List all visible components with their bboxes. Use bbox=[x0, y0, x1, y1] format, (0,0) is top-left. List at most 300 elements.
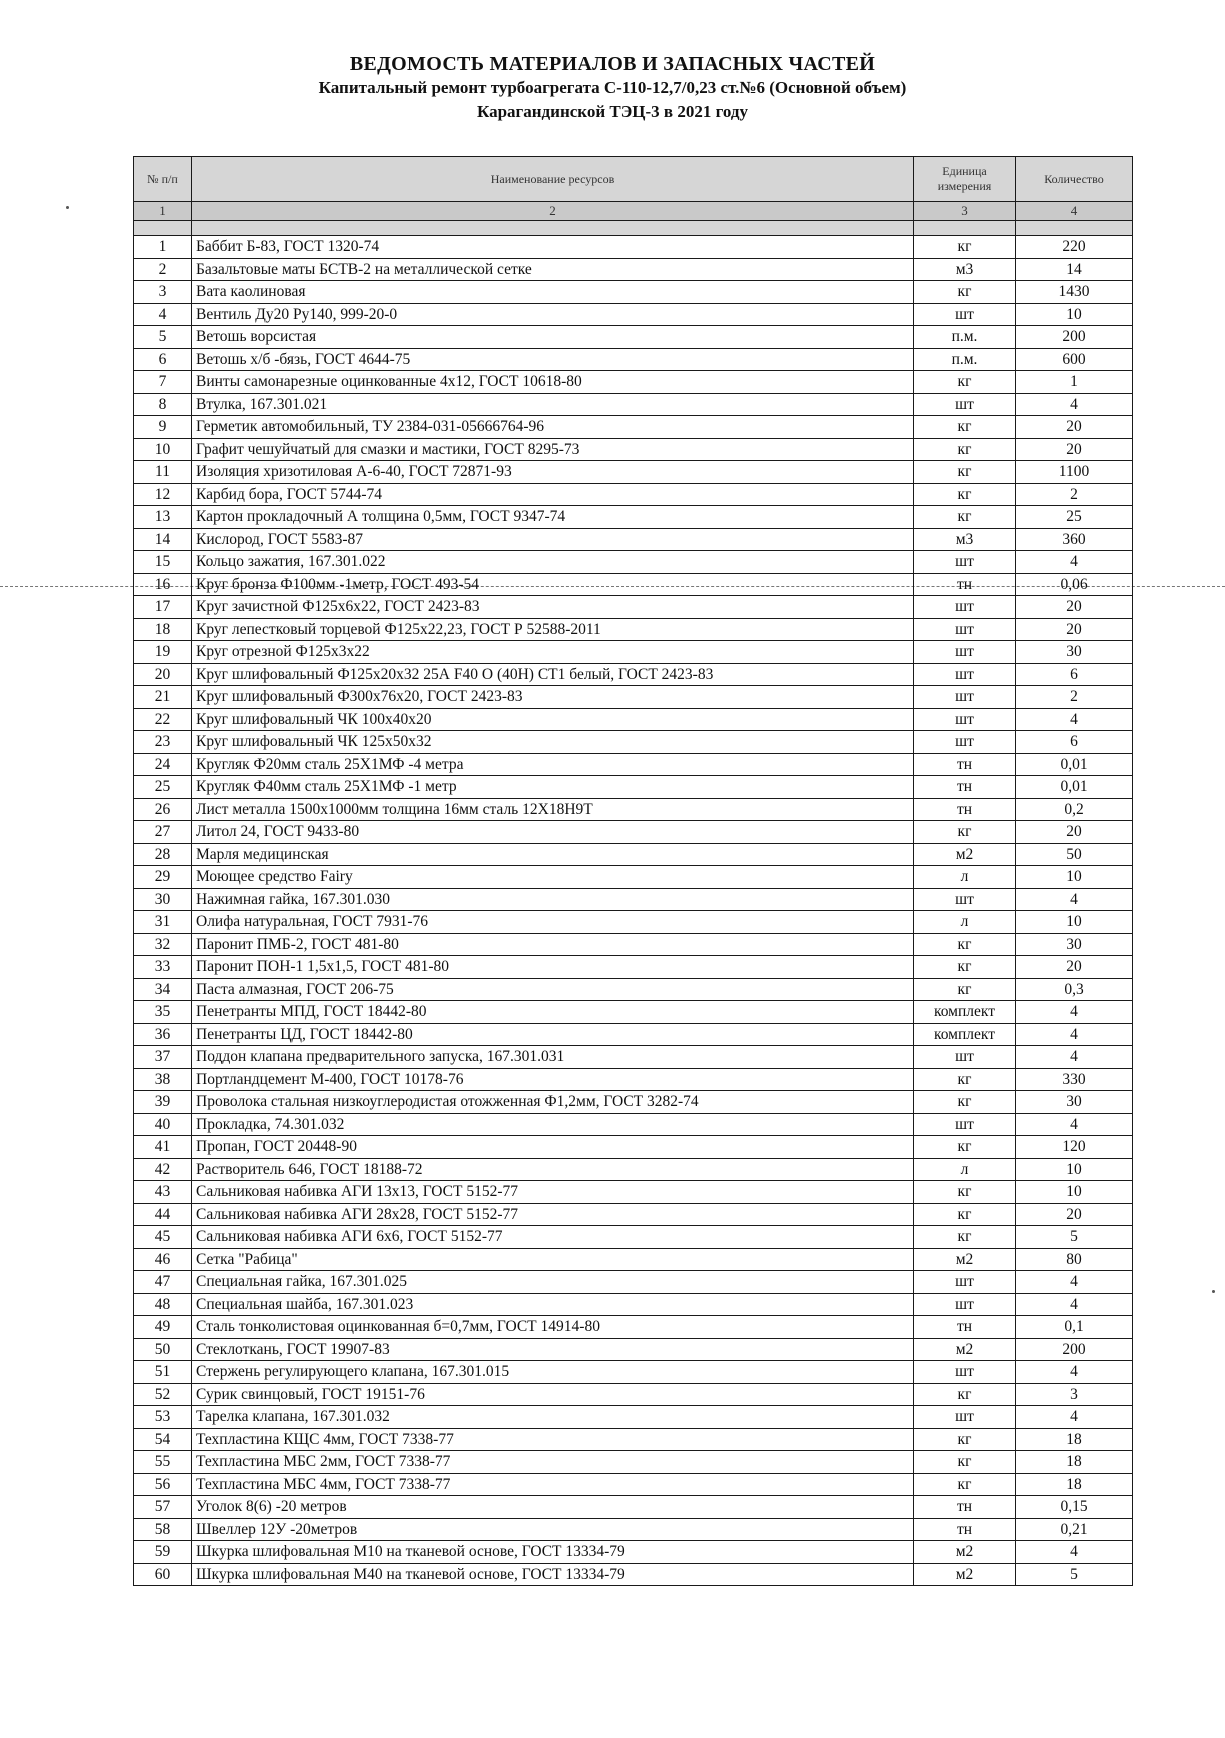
unit-of-measure: кг bbox=[914, 956, 1016, 979]
unit-of-measure: тн bbox=[914, 798, 1016, 821]
quantity: 30 bbox=[1016, 641, 1133, 664]
resource-name: Стержень регулирующего клапана, 167.301.015 bbox=[192, 1361, 914, 1384]
resource-name: Пенетранты МПД, ГОСТ 18442-80 bbox=[192, 1001, 914, 1024]
row-number: 26 bbox=[134, 798, 192, 821]
quantity: 120 bbox=[1016, 1136, 1133, 1159]
table-row bbox=[134, 506, 1133, 529]
resource-name: Марля медицинская bbox=[192, 843, 914, 866]
row-number: 52 bbox=[134, 1383, 192, 1406]
table-row bbox=[134, 1226, 1133, 1249]
unit-of-measure: кг bbox=[914, 1091, 1016, 1114]
unit-of-measure: тн bbox=[914, 776, 1016, 799]
row-number: 47 bbox=[134, 1271, 192, 1294]
unit-of-measure: п.м. bbox=[914, 326, 1016, 349]
row-number: 32 bbox=[134, 933, 192, 956]
table-row bbox=[134, 1091, 1133, 1114]
unit-of-measure: шт bbox=[914, 641, 1016, 664]
resource-name: Сальниковая набивка АГИ 28х28, ГОСТ 5152-77 bbox=[192, 1203, 914, 1226]
resource-name: Шкурка шлифовальная М10 на тканевой основе, ГОСТ 13334-79 bbox=[192, 1541, 914, 1564]
resource-name: Техпластина КЩС 4мм, ГОСТ 7338-77 bbox=[192, 1428, 914, 1451]
unit-of-measure: л bbox=[914, 1158, 1016, 1181]
resource-name: Поддон клапана предварительного запуска, 167.301.031 bbox=[192, 1046, 914, 1069]
unit-of-measure: м2 bbox=[914, 1248, 1016, 1271]
quantity: 4 bbox=[1016, 1113, 1133, 1136]
row-number: 10 bbox=[134, 438, 192, 461]
quantity: 50 bbox=[1016, 843, 1133, 866]
quantity: 20 bbox=[1016, 596, 1133, 619]
row-number: 44 bbox=[134, 1203, 192, 1226]
quantity: 4 bbox=[1016, 1541, 1133, 1564]
unit-of-measure: м2 bbox=[914, 1338, 1016, 1361]
row-number: 23 bbox=[134, 731, 192, 754]
unit-of-measure: кг bbox=[914, 483, 1016, 506]
unit-of-measure: м2 bbox=[914, 1541, 1016, 1564]
unit-of-measure: кг bbox=[914, 821, 1016, 844]
quantity: 80 bbox=[1016, 1248, 1133, 1271]
table-row bbox=[134, 1316, 1133, 1339]
unit-of-measure: шт bbox=[914, 686, 1016, 709]
resource-name: Уголок 8(6) -20 метров bbox=[192, 1496, 914, 1519]
column-number: 4 bbox=[1016, 202, 1133, 221]
unit-of-measure: кг bbox=[914, 438, 1016, 461]
unit-of-measure: л bbox=[914, 911, 1016, 934]
resource-name: Круг шлифовальный ЧК 125х50х32 bbox=[192, 731, 914, 754]
row-number: 18 bbox=[134, 618, 192, 641]
table-row bbox=[134, 438, 1133, 461]
resource-name: Сталь тонколистовая оцинкованная б=0,7мм, ГОСТ 14914-80 bbox=[192, 1316, 914, 1339]
unit-of-measure: тн bbox=[914, 573, 1016, 596]
quantity: 20 bbox=[1016, 416, 1133, 439]
row-number: 8 bbox=[134, 393, 192, 416]
unit-of-measure: шт bbox=[914, 1406, 1016, 1429]
table-row bbox=[134, 416, 1133, 439]
quantity: 0,01 bbox=[1016, 753, 1133, 776]
column-number: 3 bbox=[914, 202, 1016, 221]
quantity: 4 bbox=[1016, 551, 1133, 574]
table-row bbox=[134, 393, 1133, 416]
row-number: 57 bbox=[134, 1496, 192, 1519]
table-row bbox=[134, 1203, 1133, 1226]
resource-name: Круг бронза Ф100мм -1метр, ГОСТ 493-54 bbox=[192, 573, 914, 596]
unit-of-measure: тн bbox=[914, 1496, 1016, 1519]
quantity: 330 bbox=[1016, 1068, 1133, 1091]
unit-of-measure: шт bbox=[914, 663, 1016, 686]
quantity: 6 bbox=[1016, 663, 1133, 686]
table-row bbox=[134, 1158, 1133, 1181]
row-number: 50 bbox=[134, 1338, 192, 1361]
column-number: 1 bbox=[134, 202, 192, 221]
table-row bbox=[134, 1563, 1133, 1586]
resource-name: Кругляк Ф40мм сталь 25Х1МФ -1 метр bbox=[192, 776, 914, 799]
table-row bbox=[134, 843, 1133, 866]
unit-of-measure: кг bbox=[914, 978, 1016, 1001]
unit-of-measure: кг bbox=[914, 1451, 1016, 1474]
quantity: 4 bbox=[1016, 1361, 1133, 1384]
quantity: 30 bbox=[1016, 933, 1133, 956]
quantity: 0,2 bbox=[1016, 798, 1133, 821]
table-row bbox=[134, 1068, 1133, 1091]
resource-name: Сетка "Рабица" bbox=[192, 1248, 914, 1271]
resource-name: Специальная гайка, 167.301.025 bbox=[192, 1271, 914, 1294]
table-row bbox=[134, 933, 1133, 956]
row-number: 59 bbox=[134, 1541, 192, 1564]
row-number: 13 bbox=[134, 506, 192, 529]
resource-name: Втулка, 167.301.021 bbox=[192, 393, 914, 416]
quantity: 1 bbox=[1016, 371, 1133, 394]
resource-name: Круг зачистной Ф125х6х22, ГОСТ 2423-83 bbox=[192, 596, 914, 619]
unit-of-measure: шт bbox=[914, 1271, 1016, 1294]
unit-of-measure: шт bbox=[914, 1113, 1016, 1136]
quantity: 6 bbox=[1016, 731, 1133, 754]
document-subtitle: Капитальный ремонт турбоагрегата С-110-12,7/0,23 ст.№6 (Основной объем) bbox=[318, 78, 907, 97]
unit-of-measure: кг bbox=[914, 1181, 1016, 1204]
table-row bbox=[134, 1361, 1133, 1384]
blank-cell bbox=[192, 221, 914, 236]
resource-name: Круг шлифовальный Ф300х76х20, ГОСТ 2423-83 bbox=[192, 686, 914, 709]
unit-of-measure: шт bbox=[914, 303, 1016, 326]
table-row bbox=[134, 708, 1133, 731]
table-row bbox=[134, 551, 1133, 574]
unit-of-measure: кг bbox=[914, 1136, 1016, 1159]
row-number: 11 bbox=[134, 461, 192, 484]
document-header bbox=[0, 52, 1225, 124]
resource-name: Круг отрезной Ф125х3х22 bbox=[192, 641, 914, 664]
quantity: 14 bbox=[1016, 258, 1133, 281]
unit-of-measure: кг bbox=[914, 933, 1016, 956]
row-number: 6 bbox=[134, 348, 192, 371]
resource-name: Графит чешуйчатый для смазки и мастики, ГОСТ 8295-73 bbox=[192, 438, 914, 461]
resource-name: Стеклоткань, ГОСТ 19907-83 bbox=[192, 1338, 914, 1361]
resource-name: Сальниковая набивка АГИ 13х13, ГОСТ 5152-77 bbox=[192, 1181, 914, 1204]
unit-of-measure: шт bbox=[914, 596, 1016, 619]
quantity: 4 bbox=[1016, 393, 1133, 416]
resource-name: Растворитель 646, ГОСТ 18188-72 bbox=[192, 1158, 914, 1181]
table-row bbox=[134, 1338, 1133, 1361]
quantity: 360 bbox=[1016, 528, 1133, 551]
quantity: 25 bbox=[1016, 506, 1133, 529]
table-row bbox=[134, 888, 1133, 911]
quantity: 4 bbox=[1016, 708, 1133, 731]
table-row bbox=[134, 731, 1133, 754]
quantity: 0,15 bbox=[1016, 1496, 1133, 1519]
resource-name: Кольцо зажатия, 167.301.022 bbox=[192, 551, 914, 574]
unit-of-measure: кг bbox=[914, 236, 1016, 259]
unit-of-measure: шт bbox=[914, 393, 1016, 416]
table-row bbox=[134, 866, 1133, 889]
unit-of-measure: кг bbox=[914, 1226, 1016, 1249]
quantity: 20 bbox=[1016, 1203, 1133, 1226]
row-number: 4 bbox=[134, 303, 192, 326]
row-number: 33 bbox=[134, 956, 192, 979]
header-name: Наименование ресурсов bbox=[192, 157, 914, 202]
resource-name: Лист металла 1500х1000мм толщина 16мм сталь 12Х18Н9Т bbox=[192, 798, 914, 821]
row-number: 42 bbox=[134, 1158, 192, 1181]
row-number: 45 bbox=[134, 1226, 192, 1249]
unit-of-measure: л bbox=[914, 866, 1016, 889]
unit-of-measure: м2 bbox=[914, 1563, 1016, 1586]
unit-of-measure: кг bbox=[914, 1428, 1016, 1451]
document-subtitle-plant: Карагандинской ТЭЦ-3 в 2021 году bbox=[476, 102, 748, 121]
quantity: 20 bbox=[1016, 618, 1133, 641]
header-unit: Единица измерения bbox=[914, 157, 1016, 202]
row-number: 41 bbox=[134, 1136, 192, 1159]
column-number-row bbox=[134, 202, 1133, 221]
table-row bbox=[134, 528, 1133, 551]
row-number: 12 bbox=[134, 483, 192, 506]
resource-name: Сальниковая набивка АГИ 6х6, ГОСТ 5152-77 bbox=[192, 1226, 914, 1249]
resource-name: Пропан, ГОСТ 20448-90 bbox=[192, 1136, 914, 1159]
resource-name: Вентиль Ду20 Ру140, 999-20-0 bbox=[192, 303, 914, 326]
row-number: 2 bbox=[134, 258, 192, 281]
table-row bbox=[134, 753, 1133, 776]
quantity: 0,01 bbox=[1016, 776, 1133, 799]
resource-name: Техпластина МБС 2мм, ГОСТ 7338-77 bbox=[192, 1451, 914, 1474]
header-num: № п/п bbox=[134, 157, 192, 202]
row-number: 27 bbox=[134, 821, 192, 844]
unit-of-measure: кг bbox=[914, 1383, 1016, 1406]
quantity: 4 bbox=[1016, 1001, 1133, 1024]
quantity: 10 bbox=[1016, 866, 1133, 889]
quantity: 4 bbox=[1016, 1406, 1133, 1429]
quantity: 0,1 bbox=[1016, 1316, 1133, 1339]
table-row bbox=[134, 326, 1133, 349]
row-number: 43 bbox=[134, 1181, 192, 1204]
row-number: 58 bbox=[134, 1518, 192, 1541]
resource-name: Пенетранты ЦД, ГОСТ 18442-80 bbox=[192, 1023, 914, 1046]
table-row bbox=[134, 1136, 1133, 1159]
unit-of-measure: шт bbox=[914, 618, 1016, 641]
quantity: 30 bbox=[1016, 1091, 1133, 1114]
table-row bbox=[134, 1181, 1133, 1204]
quantity: 220 bbox=[1016, 236, 1133, 259]
quantity: 4 bbox=[1016, 1023, 1133, 1046]
resource-name: Паста алмазная, ГОСТ 206-75 bbox=[192, 978, 914, 1001]
row-number: 48 bbox=[134, 1293, 192, 1316]
unit-of-measure: тн bbox=[914, 1518, 1016, 1541]
unit-of-measure: шт bbox=[914, 731, 1016, 754]
row-number: 35 bbox=[134, 1001, 192, 1024]
resource-name: Паронит ПМБ-2, ГОСТ 481-80 bbox=[192, 933, 914, 956]
row-number: 37 bbox=[134, 1046, 192, 1069]
unit-of-measure: п.м. bbox=[914, 348, 1016, 371]
table-row bbox=[134, 686, 1133, 709]
blank-cell bbox=[134, 221, 192, 236]
unit-of-measure: тн bbox=[914, 753, 1016, 776]
row-number: 38 bbox=[134, 1068, 192, 1091]
table-row bbox=[134, 1451, 1133, 1474]
unit-of-measure: кг bbox=[914, 1203, 1016, 1226]
row-number: 25 bbox=[134, 776, 192, 799]
resource-name: Ветошь ворсистая bbox=[192, 326, 914, 349]
row-number: 51 bbox=[134, 1361, 192, 1384]
resource-name: Вата каолиновая bbox=[192, 281, 914, 304]
quantity: 20 bbox=[1016, 438, 1133, 461]
table-row bbox=[134, 663, 1133, 686]
resource-name: Моющее средство Fairy bbox=[192, 866, 914, 889]
row-number: 22 bbox=[134, 708, 192, 731]
scan-speck bbox=[66, 206, 69, 209]
quantity: 2 bbox=[1016, 686, 1133, 709]
quantity: 20 bbox=[1016, 821, 1133, 844]
row-number: 17 bbox=[134, 596, 192, 619]
resource-name: Паронит ПОН-1 1,5х1,5, ГОСТ 481-80 bbox=[192, 956, 914, 979]
quantity: 3 bbox=[1016, 1383, 1133, 1406]
resource-name: Ветошь х/б -бязь, ГОСТ 4644-75 bbox=[192, 348, 914, 371]
quantity: 1430 bbox=[1016, 281, 1133, 304]
table-row bbox=[134, 618, 1133, 641]
resource-name: Базальтовые маты БСТВ-2 на металлической сетке bbox=[192, 258, 914, 281]
unit-of-measure: кг bbox=[914, 461, 1016, 484]
unit-of-measure: комплект bbox=[914, 1023, 1016, 1046]
quantity: 200 bbox=[1016, 326, 1133, 349]
unit-of-measure: шт bbox=[914, 1046, 1016, 1069]
resource-name: Проволока стальная низкоуглеродистая отожженная Ф1,2мм, ГОСТ 3282-74 bbox=[192, 1091, 914, 1114]
row-number: 21 bbox=[134, 686, 192, 709]
unit-of-measure: шт bbox=[914, 551, 1016, 574]
row-number: 53 bbox=[134, 1406, 192, 1429]
row-number: 49 bbox=[134, 1316, 192, 1339]
resource-name: Карбид бора, ГОСТ 5744-74 bbox=[192, 483, 914, 506]
table-row bbox=[134, 911, 1133, 934]
row-number: 46 bbox=[134, 1248, 192, 1271]
quantity: 1100 bbox=[1016, 461, 1133, 484]
table-row bbox=[134, 956, 1133, 979]
row-number: 60 bbox=[134, 1563, 192, 1586]
table-row bbox=[134, 1496, 1133, 1519]
table-row bbox=[134, 1113, 1133, 1136]
resource-name: Кругляк Ф20мм сталь 25Х1МФ -4 метра bbox=[192, 753, 914, 776]
table-row bbox=[134, 258, 1133, 281]
table-row bbox=[134, 303, 1133, 326]
unit-of-measure: шт bbox=[914, 1293, 1016, 1316]
resource-name: Швеллер 12У -20метров bbox=[192, 1518, 914, 1541]
resource-name: Герметик автомобильный, ТУ 2384-031-05666764-96 bbox=[192, 416, 914, 439]
blank-cell bbox=[1016, 221, 1133, 236]
resource-name: Круг шлифовальный ЧК 100х40х20 bbox=[192, 708, 914, 731]
table-row bbox=[134, 1406, 1133, 1429]
scan-speck bbox=[1212, 1290, 1215, 1293]
quantity: 10 bbox=[1016, 1181, 1133, 1204]
resource-name: Шкурка шлифовальная М40 на тканевой основе, ГОСТ 13334-79 bbox=[192, 1563, 914, 1586]
quantity: 600 bbox=[1016, 348, 1133, 371]
unit-of-measure: кг bbox=[914, 416, 1016, 439]
unit-of-measure: кг bbox=[914, 1473, 1016, 1496]
table-row bbox=[134, 1046, 1133, 1069]
resource-name: Кислород, ГОСТ 5583-87 bbox=[192, 528, 914, 551]
unit-of-measure: тн bbox=[914, 1316, 1016, 1339]
unit-of-measure: кг bbox=[914, 371, 1016, 394]
quantity: 10 bbox=[1016, 1158, 1133, 1181]
quantity: 0,3 bbox=[1016, 978, 1133, 1001]
table-row bbox=[134, 1518, 1133, 1541]
row-number: 7 bbox=[134, 371, 192, 394]
table-row bbox=[134, 821, 1133, 844]
resource-name: Картон прокладочный А толщина 0,5мм, ГОСТ 9347-74 bbox=[192, 506, 914, 529]
unit-of-measure: кг bbox=[914, 281, 1016, 304]
quantity: 0,21 bbox=[1016, 1518, 1133, 1541]
quantity: 4 bbox=[1016, 1046, 1133, 1069]
table-row bbox=[134, 1248, 1133, 1271]
row-number: 9 bbox=[134, 416, 192, 439]
table-header-row bbox=[134, 157, 1133, 202]
table-row bbox=[134, 1383, 1133, 1406]
unit-of-measure: шт bbox=[914, 708, 1016, 731]
table-row bbox=[134, 371, 1133, 394]
quantity: 18 bbox=[1016, 1473, 1133, 1496]
unit-of-measure: кг bbox=[914, 506, 1016, 529]
table-row bbox=[134, 596, 1133, 619]
resource-name: Нажимная гайка, 167.301.030 bbox=[192, 888, 914, 911]
row-number: 28 bbox=[134, 843, 192, 866]
table-row bbox=[134, 483, 1133, 506]
column-number: 2 bbox=[192, 202, 914, 221]
table-row bbox=[134, 573, 1133, 596]
unit-of-measure: шт bbox=[914, 888, 1016, 911]
row-number: 16 bbox=[134, 573, 192, 596]
row-number: 19 bbox=[134, 641, 192, 664]
resource-name: Прокладка, 74.301.032 bbox=[192, 1113, 914, 1136]
resource-name: Круг лепестковый торцевой Ф125х22,23, ГОСТ Р 52588-2011 bbox=[192, 618, 914, 641]
row-number: 39 bbox=[134, 1091, 192, 1114]
row-number: 54 bbox=[134, 1428, 192, 1451]
table-row bbox=[134, 348, 1133, 371]
quantity: 4 bbox=[1016, 1293, 1133, 1316]
row-number: 31 bbox=[134, 911, 192, 934]
resource-name: Изоляция хризотиловая А-6-40, ГОСТ 72871-93 bbox=[192, 461, 914, 484]
row-number: 56 bbox=[134, 1473, 192, 1496]
quantity: 18 bbox=[1016, 1451, 1133, 1474]
resource-name: Литол 24, ГОСТ 9433-80 bbox=[192, 821, 914, 844]
table-row bbox=[134, 281, 1133, 304]
document-title: ВЕДОМОСТЬ МАТЕРИАЛОВ И ЗАПАСНЫХ ЧАСТЕЙ bbox=[349, 53, 876, 75]
table-row bbox=[134, 1023, 1133, 1046]
table-row bbox=[134, 1293, 1133, 1316]
quantity: 20 bbox=[1016, 956, 1133, 979]
blank-row bbox=[134, 221, 1133, 236]
quantity: 18 bbox=[1016, 1428, 1133, 1451]
unit-of-measure: кг bbox=[914, 1068, 1016, 1091]
unit-of-measure: м3 bbox=[914, 528, 1016, 551]
table-row bbox=[134, 978, 1133, 1001]
resource-name: Олифа натуральная, ГОСТ 7931-76 bbox=[192, 911, 914, 934]
header-qty: Количество bbox=[1016, 157, 1133, 202]
row-number: 55 bbox=[134, 1451, 192, 1474]
row-number: 30 bbox=[134, 888, 192, 911]
row-number: 40 bbox=[134, 1113, 192, 1136]
table-row bbox=[134, 236, 1133, 259]
table-row bbox=[134, 461, 1133, 484]
row-number: 5 bbox=[134, 326, 192, 349]
quantity: 10 bbox=[1016, 911, 1133, 934]
table-row bbox=[134, 1473, 1133, 1496]
row-number: 1 bbox=[134, 236, 192, 259]
table-body bbox=[134, 236, 1133, 1586]
table-row bbox=[134, 1428, 1133, 1451]
resource-name: Тарелка клапана, 167.301.032 bbox=[192, 1406, 914, 1429]
resource-name: Круг шлифовальный Ф125х20х32 25А F40 О (40Н) СТ1 белый, ГОСТ 2423-83 bbox=[192, 663, 914, 686]
row-number: 14 bbox=[134, 528, 192, 551]
unit-of-measure: комплект bbox=[914, 1001, 1016, 1024]
resource-name: Техпластина МБС 4мм, ГОСТ 7338-77 bbox=[192, 1473, 914, 1496]
table-row bbox=[134, 798, 1133, 821]
table-row bbox=[134, 1271, 1133, 1294]
row-number: 20 bbox=[134, 663, 192, 686]
row-number: 15 bbox=[134, 551, 192, 574]
resource-name: Винты самонарезные оцинкованные 4х12, ГОСТ 10618-80 bbox=[192, 371, 914, 394]
row-number: 3 bbox=[134, 281, 192, 304]
materials-table bbox=[133, 156, 1133, 1586]
resource-name: Специальная шайба, 167.301.023 bbox=[192, 1293, 914, 1316]
